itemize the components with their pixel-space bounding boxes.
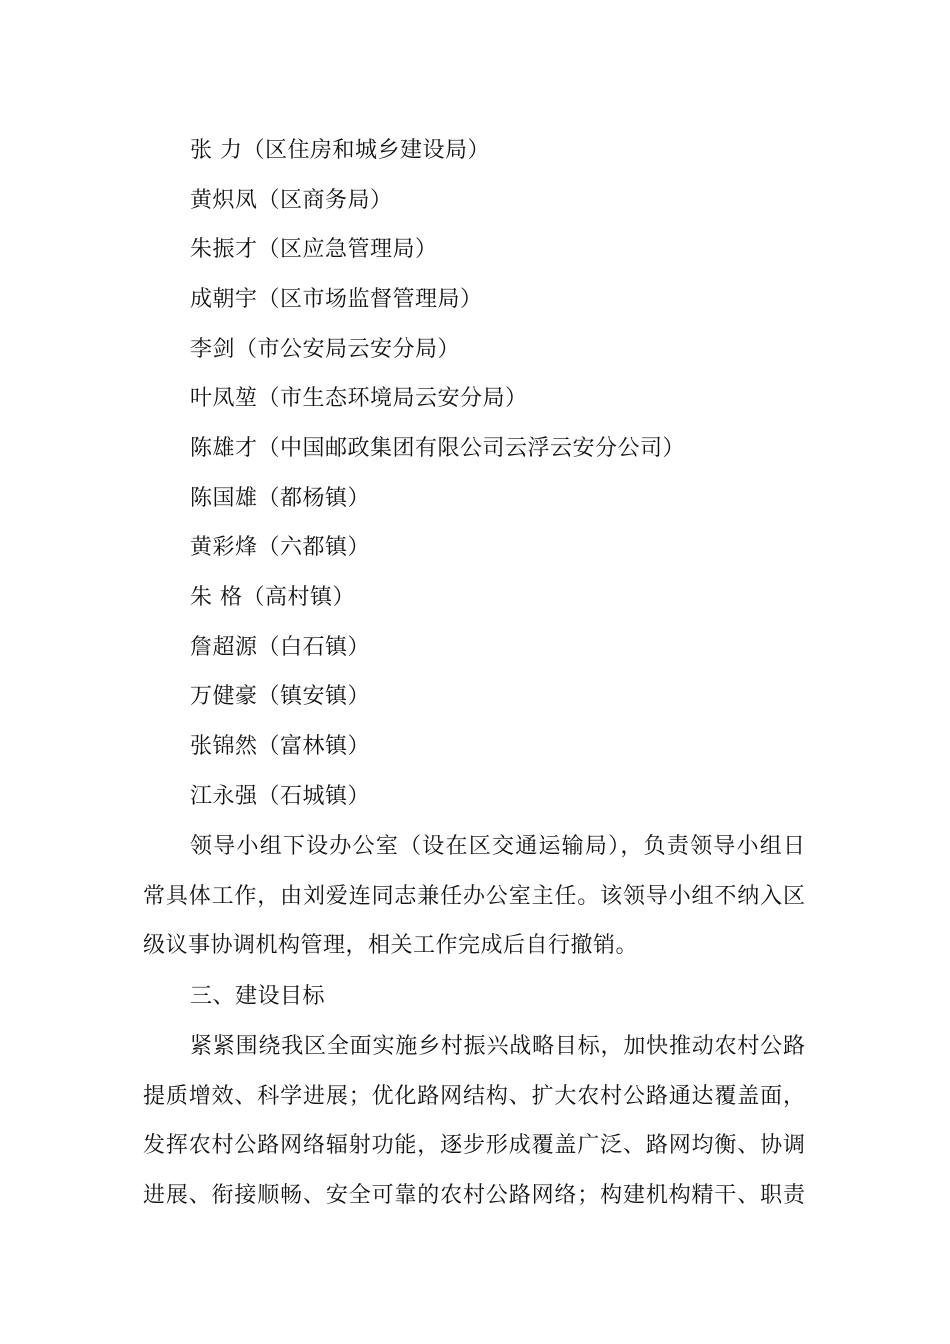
goal-paragraph-line: 发挥农村公路网络辐射功能，逐步形成覆盖广泛、路网均衡、协调: [143, 1133, 805, 1158]
member-item: 黄彩烽（六都镇）: [190, 535, 371, 560]
goal-paragraph-line: 紧紧围绕我区全面实施乡村振兴战略目标，加快推动农村公路: [190, 1034, 805, 1059]
member-item: 陈雄才（中国邮政集团有限公司云浮云安分公司）: [190, 436, 686, 461]
member-item: 陈国雄（都杨镇）: [190, 486, 371, 511]
goal-paragraph-line: 提质增效、科学进展；优化路网结构、扩大农村公路通达覆盖面，: [143, 1084, 805, 1109]
office-paragraph-line: 级议事协调机构管理，相关工作完成后自行撤销。: [143, 933, 639, 958]
member-item: 张锦然（富林镇）: [190, 734, 371, 759]
member-item: 朱振才（区应急管理局）: [190, 237, 438, 262]
member-item: 张 力（区住房和城乡建设局）: [190, 138, 490, 163]
member-item: 成朝宇（区市场监督管理局）: [190, 287, 483, 312]
member-item: 万健豪（镇安镇）: [190, 684, 371, 709]
member-item: 朱 格（高村镇）: [190, 585, 355, 610]
member-item: 李剑（市公安局云安分局）: [190, 337, 461, 362]
office-paragraph-line: 常具体工作，由刘爱连同志兼任办公室主任。该领导小组不纳入区: [143, 884, 805, 909]
member-item: 黄炽凤（区商务局）: [190, 188, 393, 213]
goal-paragraph-line: 进展、衔接顺畅、安全可靠的农村公路网络；构建机构精干、职责: [143, 1183, 805, 1208]
office-paragraph-line: 领导小组下设办公室（设在区交通运输局），负责领导小组日: [190, 834, 805, 859]
section-heading: 三、建设目标: [190, 984, 326, 1009]
member-item: 詹超源（白石镇）: [190, 635, 371, 660]
member-item: 江永强（石城镇）: [190, 784, 371, 809]
member-item: 叶凤堃（市生态环境局云安分局）: [190, 386, 528, 411]
